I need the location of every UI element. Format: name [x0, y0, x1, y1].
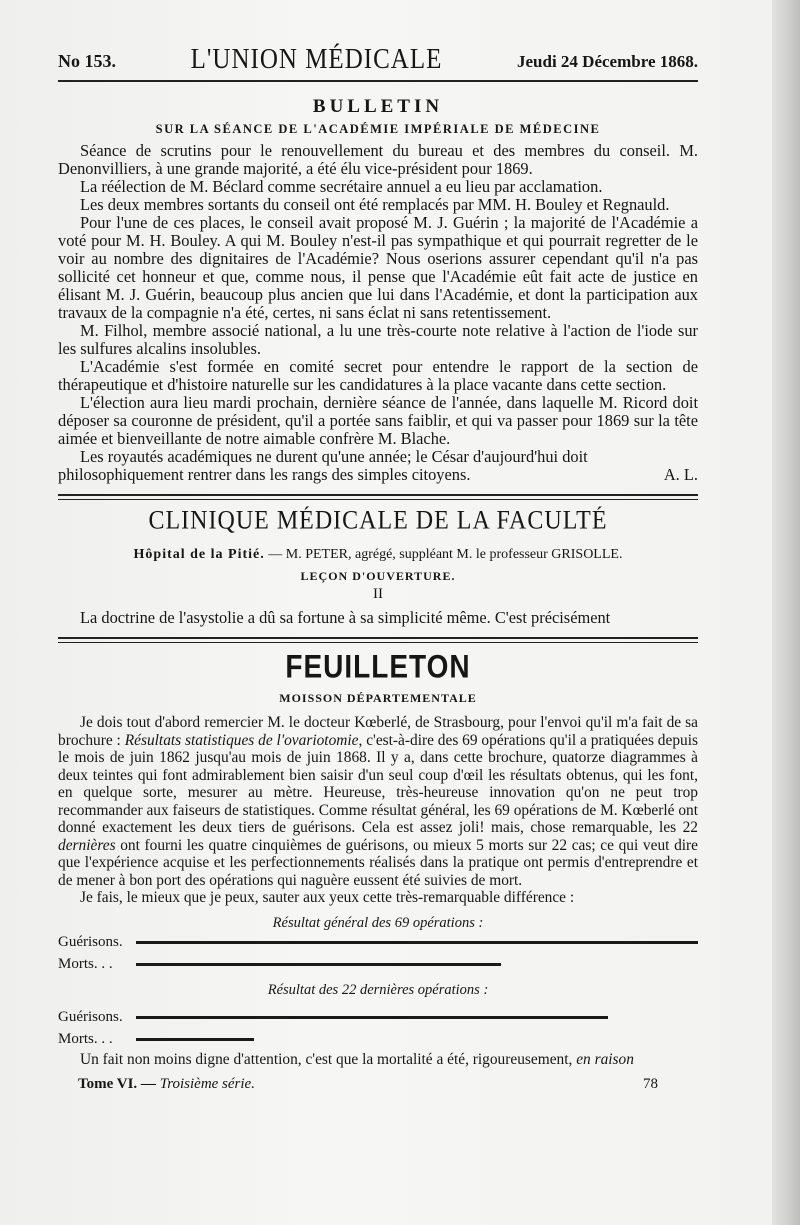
- section-divider: [58, 494, 698, 500]
- lecon-heading: LEÇON D'OUVERTURE.: [300, 569, 456, 583]
- clinique-text: La doctrine de l'asystolie a dû sa fortune à sa simplicité même. C'est précisément: [80, 608, 611, 627]
- p3-emphasis: en raison: [576, 1050, 634, 1068]
- tome-label: Tome VI. —: [78, 1076, 156, 1092]
- clinique-byline: [58, 547, 698, 563]
- p1-end: ont fourni les quatre cinquièmes de guérisons, ou mieux 5 morts sur 22 cas; ce qui veut dire que l'expérience acquise et les perfectionnements réalisés dans la pratique ont permis d'entreprendre et de mener à bon port des opérations qui naguère eussent été suivies de mort.: [58, 836, 698, 889]
- journal-title: L'UNION MÉDICALE: [190, 43, 443, 75]
- bar-track: [136, 1038, 698, 1041]
- bar-track: [136, 1016, 698, 1019]
- footer-tome: [58, 1076, 255, 1093]
- page-content: [58, 43, 698, 1093]
- feuilleton-paragraph: [58, 1051, 698, 1069]
- page-number: 78: [643, 1076, 658, 1092]
- issue-date: Jeudi 24 Décembre 1868.: [517, 52, 698, 71]
- bar-general-guerisons: [136, 941, 698, 944]
- bar-label: Morts. . .: [58, 1031, 113, 1047]
- brochure-title: Résultats statistiques de l'ovariotomie: [124, 731, 359, 749]
- bulletin-signature: A. L.: [663, 465, 698, 484]
- p1-start: Je dois tout d'abord remercier M. le docteur Kœberlé, de Strasbourg, pour l'envoi qu'il m'a fait de sa brochure :: [58, 714, 698, 749]
- result-general-title: Résultat général des 69 opérations :: [272, 914, 484, 931]
- bar-label: Morts. . .: [58, 956, 113, 972]
- bulletin-heading: BULLETIN: [312, 96, 444, 117]
- bulletin-paragraph: Les deux membres sortants du conseil ont été remplacés par MM. H. Bouley et Regnauld.: [80, 195, 670, 214]
- bar-row-general-morts: [58, 954, 698, 976]
- p1-emphasis: dernières: [58, 836, 116, 854]
- bar-row-general-guerisons: [58, 932, 698, 954]
- page-edge: [772, 0, 800, 1225]
- hospital-name: Hôpital de la Pitié.: [133, 547, 265, 562]
- feuilleton-paragraph: Je fais, le mieux que je peux, sauter aux yeux cette très-remarquable différence :: [80, 889, 575, 906]
- bar-row-dernieres-guerisons: [58, 1007, 698, 1029]
- bar-row-dernieres-morts: [58, 1029, 698, 1051]
- bulletin-paragraph: La réélection de M. Béclard comme secrétaire annuel a eu lieu par acclamation.: [80, 177, 603, 196]
- bulletin-closing-line: [58, 466, 698, 484]
- lecon-number: II: [373, 586, 383, 602]
- masthead: [58, 43, 698, 82]
- p1-middle: , c'est-à-dire des 69 opérations qu'il a pratiquées depuis le mois de juin 1862 jusqu'au mois de juin 1868. Il y a, dans cette brochure, quatorze diagrammes à deux teintes qui font admirablement bien saisir d'un seul coup d'œil les résultats obtenus, qui les font, en quelque sorte, mesurer au mètre. Heureuse, très-heureuse innovation qu'on ne peut trop recommander aux faiseurs de statistiques. Comme résultat général, les 69 opérations de M. Kœberlé ont donné exactement les deux tiers de guérisons. Cela est assez joli! mais, chose remarquable, les 22: [58, 731, 698, 836]
- lecturer: — M. PETER, agrégé, suppléant M. le professeur GRISOLLE.: [268, 547, 623, 562]
- bar-label: Guérisons.: [58, 934, 123, 950]
- clinique-heading: CLINIQUE MÉDICALE DE LA FACULTÉ: [148, 506, 608, 536]
- section-divider: [58, 637, 698, 643]
- bulletin-paragraph: Pour l'une de ces places, le conseil avait proposé M. J. Guérin ; la majorité de l'Académie a voté pour M. H. Bouley. A qui M. Bouley n'est-il pas sympathique et qui pourrait regretter de le voir au nombre des dignitaires de l'Académie? Nous oserions assurer cependant qu'il n'a pas sollicité cet honneur et que, comme nous, il pense que l'Académie eût fait acte de justice en élisant M. J. Guérin, beaucoup plus ancien que lui dans l'Académie, et dont la participation aux travaux de la compagnie n'a été, certes, ni sans éclat ni sans retentissement.: [58, 213, 698, 322]
- bulletin-last-line: philosophiquement rentrer dans les rangs des simples citoyens.: [58, 465, 471, 484]
- bar-dernieres-morts: [136, 1038, 254, 1041]
- bar-dernieres-guerisons: [136, 1016, 608, 1019]
- result-dernieres-title: Résultat des 22 dernières opérations :: [267, 981, 489, 998]
- bar-track: [136, 941, 698, 944]
- bulletin-paragraph: M. Filhol, membre associé national, a lu une très-courte note relative à l'action de l'iode sur les sulfures alcalins insolubles.: [58, 321, 698, 358]
- page-footer: [58, 1076, 698, 1093]
- issue-number: No 153.: [58, 51, 116, 71]
- bar-label: Guérisons.: [58, 1009, 123, 1025]
- feuilleton-paragraph: [58, 714, 698, 889]
- bulletin-paragraph: L'Académie s'est formée en comité secret pour entendre le rapport de la section de thérapeutique et d'histoire naturelle sur les candidatures à la place vacante dans cette section.: [58, 357, 698, 394]
- bulletin-paragraph: L'élection aura lieu mardi prochain, dernière séance de l'année, dans laquelle M. Ricord doit déposer sa couronne de président, qu'il a portée sans faiblir, et qui va passer pour 1869 sur la tête aimée et bienveillante de notre aimable confrère M. Blache.: [58, 393, 698, 448]
- serie-label: Troisième série.: [159, 1076, 255, 1092]
- feuilleton-subheading: MOISSON DÉPARTEMENTALE: [279, 691, 477, 705]
- feuilleton-heading: FEUILLETON: [285, 648, 471, 685]
- bulletin-paragraph: Séance de scrutins pour le renouvellement du bureau et des membres du conseil. M. Denonvilliers, à une grande majorité, a été élu vice-président pour 1869.: [58, 141, 698, 178]
- bar-track: [136, 963, 698, 966]
- bulletin-subheading: SUR LA SÉANCE DE L'ACADÉMIE IMPÉRIALE DE MÉDECINE: [155, 122, 601, 136]
- bulletin-body: [58, 142, 698, 484]
- bar-general-morts: [136, 963, 501, 966]
- bulletin-paragraph: Les royautés académiques ne durent qu'une année; le César d'aujourd'hui doit: [80, 447, 588, 466]
- p3-start: Un fait non moins digne d'attention, c'est que la mortalité a été, rigoureusement,: [80, 1050, 577, 1068]
